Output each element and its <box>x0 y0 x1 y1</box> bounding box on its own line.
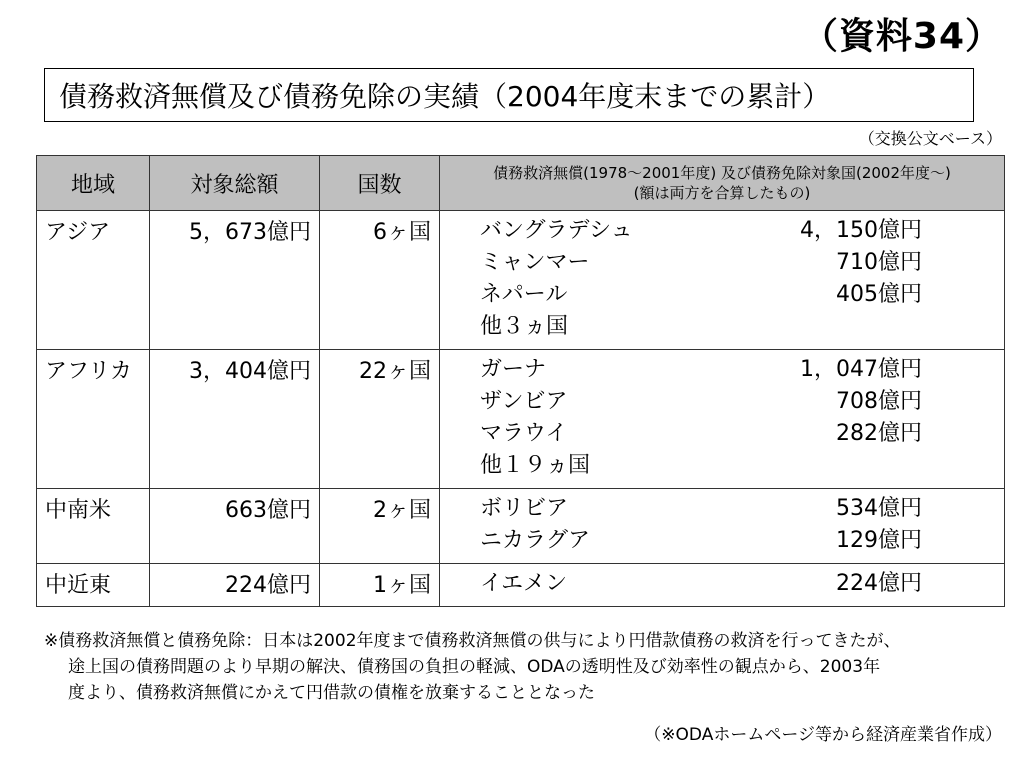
header-countries <box>440 156 1005 211</box>
header-region: 地域 <box>37 156 150 211</box>
region-cell: 中近東 <box>37 564 150 607</box>
count-cell: 22ヶ国 <box>320 350 440 489</box>
country-name: ニカラグア <box>480 528 591 553</box>
header-countries-line2: (額は両方を合算したもの) <box>633 184 811 202</box>
country-amount: 224億円 <box>836 571 922 596</box>
country-line <box>448 450 996 482</box>
country-name: 他１９ヵ国 <box>480 453 591 478</box>
country-name: ミャンマー <box>480 250 590 275</box>
country-line <box>448 493 996 525</box>
source-note: （※ODAホームページ等から経済産業省作成） <box>644 725 1002 745</box>
country-name: ボリビア <box>480 496 569 521</box>
table-header-row <box>37 156 1005 211</box>
country-line <box>448 525 996 557</box>
country-amount: 282億円 <box>836 421 922 446</box>
header-countries-line1: 債務救済無償(1978～2001年度) 及び債務免除対象国(2002年度～) <box>493 164 951 182</box>
country-name: 他３ヵ国 <box>480 314 569 339</box>
countries-cell <box>440 211 1005 350</box>
country-name: マラウイ <box>480 421 568 446</box>
region-cell: アフリカ <box>37 350 150 489</box>
country-amount: 708億円 <box>836 389 922 414</box>
country-line <box>448 215 996 247</box>
amount-cell: 224億円 <box>150 564 320 607</box>
amount-cell: 663億円 <box>150 489 320 564</box>
country-name: ガーナ <box>480 357 547 382</box>
document-label: （資料34） <box>801 16 1002 57</box>
countries-cell <box>440 564 1005 607</box>
footnote-line: 途上国の債務問題のより早期の解決、債務国の負担の軽減、ODAの透明性及び効率性の観点から、2003年 <box>68 657 881 677</box>
country-line <box>448 418 996 450</box>
country-name: バングラデシュ <box>480 218 633 243</box>
footnote <box>44 628 1004 706</box>
count-cell: 6ヶ国 <box>320 211 440 350</box>
amount-cell: 3，404億円 <box>150 350 320 489</box>
countries-cell <box>440 489 1005 564</box>
header-count: 国数 <box>320 156 440 211</box>
table-row <box>37 489 1005 564</box>
page-title <box>44 68 974 122</box>
country-line <box>448 279 996 311</box>
header-amount: 対象総額 <box>150 156 320 211</box>
country-amount: 129億円 <box>836 528 922 553</box>
country-amount: 534億円 <box>836 496 922 521</box>
country-name: イエメン <box>480 571 568 596</box>
count-cell: 1ヶ国 <box>320 564 440 607</box>
country-line <box>448 386 996 418</box>
country-line <box>448 311 996 343</box>
country-name: ネパール <box>480 282 568 307</box>
country-line <box>448 354 996 386</box>
country-line <box>448 568 996 600</box>
country-amount: 405億円 <box>836 282 922 307</box>
page-title-text: 債務救済無償及び債務免除の実績（2004年度末までの累計） <box>59 80 831 113</box>
country-name: ザンビア <box>480 389 568 414</box>
amount-cell: 5，673億円 <box>150 211 320 350</box>
table-row <box>37 564 1005 607</box>
footnote-line: 度より、債務救済無償にかえて円借款の債権を放棄することとなった <box>68 683 595 703</box>
countries-cell <box>440 350 1005 489</box>
table-row <box>37 211 1005 350</box>
region-cell: 中南米 <box>37 489 150 564</box>
country-line <box>448 247 996 279</box>
basis-note: （交換公文ベース） <box>858 129 1002 148</box>
region-cell: アジア <box>37 211 150 350</box>
country-amount: 4，150億円 <box>800 218 922 243</box>
country-amount: 1，047億円 <box>800 357 922 382</box>
count-cell: 2ヶ国 <box>320 489 440 564</box>
country-amount: 710億円 <box>836 250 922 275</box>
results-table <box>36 155 1005 607</box>
footnote-line: ※債務救済無償と債務免除：日本は2002年度まで債務救済無償の供与により円借款債務の救済を行ってきたが、 <box>44 631 901 651</box>
table-row <box>37 350 1005 489</box>
